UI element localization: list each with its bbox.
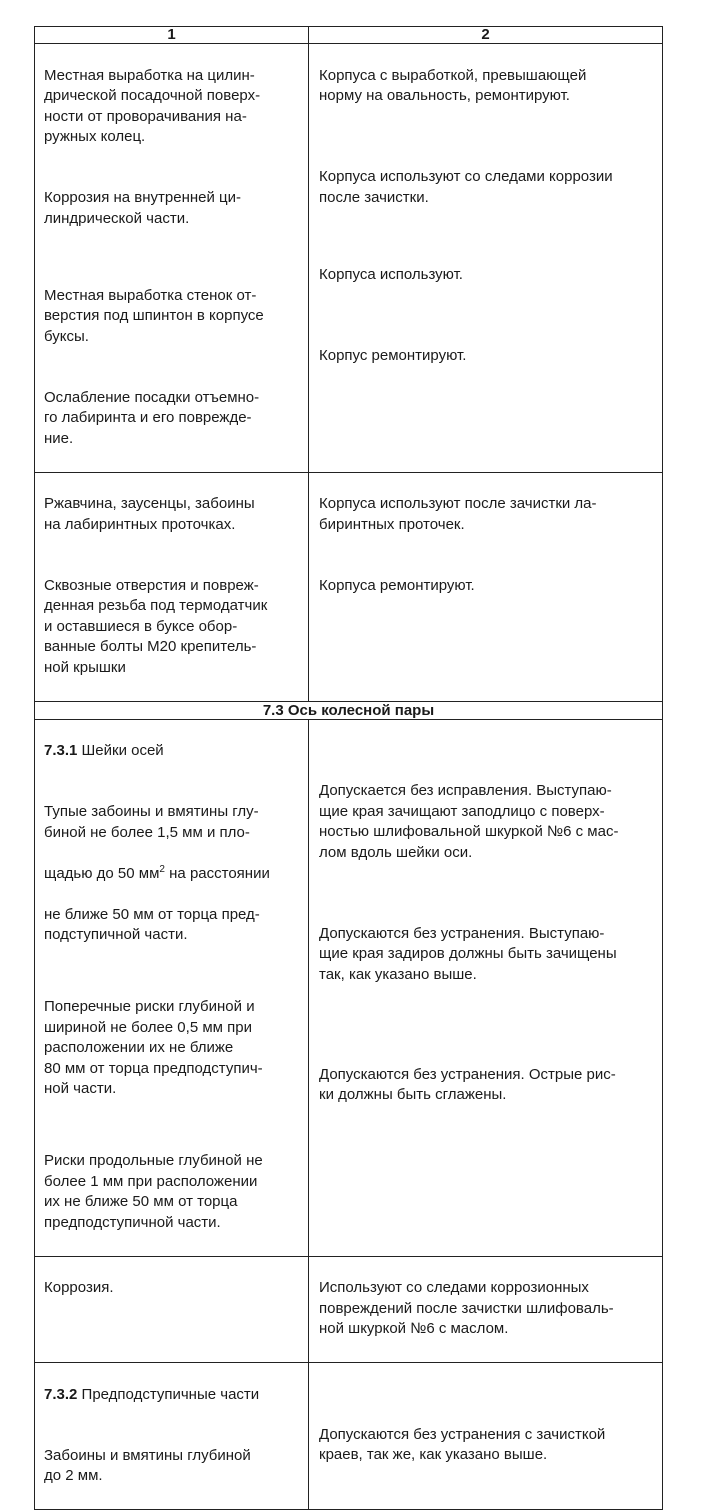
action-text: Корпуса ремонтируют.: [319, 576, 475, 594]
defect-text: Поперечные риски глубиной и шириной не более 0,5 мм при расположении их не ближе 80 мм от торца предподступич- ной части.: [44, 998, 263, 1097]
action-text: Допускаются без устранения. Выступаю- щие края задиров должны быть зачищены так, как указано выше.: [319, 924, 617, 983]
defect-text: на расстоянии: [164, 864, 270, 882]
corrosion-right: [309, 1256, 663, 1363]
subsection-number: 7.3.1: [44, 742, 78, 759]
sub2-left: [35, 1363, 309, 1510]
table-row: [35, 1256, 663, 1363]
subsection-title: Предподступичные части: [81, 1385, 260, 1403]
subsection-number: 7.3.2: [44, 1385, 78, 1403]
table-row: [35, 472, 663, 701]
superscript: 2: [159, 863, 165, 875]
section-title: 7.3 Ось колесной пары: [35, 701, 663, 719]
column-header-2: 2: [309, 27, 663, 44]
sub1-left: [35, 719, 309, 1256]
action-text: Допускаются без устранения. Острые рис- ки должны быть сглажены.: [319, 1065, 616, 1103]
defect-text: Ржавчина, заусенцы, забоины на лабиринтных проточках.: [44, 495, 255, 533]
header-row: [35, 27, 663, 44]
table-row: [35, 44, 663, 473]
action-text: Используют со следами коррозионных повреждений после зачистки шлифоваль- ной шкуркой №6 с маслом.: [319, 1279, 614, 1337]
row-1-right: [309, 44, 663, 473]
defects-table: [34, 26, 663, 1510]
subsection-heading: [44, 1385, 300, 1406]
corrosion-left: [35, 1256, 309, 1363]
action-text: Корпус ремонтируют.: [319, 346, 467, 364]
defect-text: Местная выработка стенок от- верстия под шпинтон в корпусе буксы.: [44, 286, 264, 345]
table-row: [35, 719, 663, 1256]
subsection-heading: [44, 741, 300, 762]
action-text: Корпуса используют со следами коррозии после зачистки.: [319, 168, 613, 206]
subsection-title: Шейки осей: [81, 742, 164, 759]
section-row: [35, 701, 663, 719]
defect-text: Коррозия на внутренней ци- линдрической части.: [44, 189, 242, 227]
action-text: Корпуса с выработкой, превышающей норму на овальность, ремонтируют.: [319, 66, 587, 104]
defect-text: Риски продольные глубиной не более 1 мм при расположении их не ближе 50 мм от торца предподступичной части.: [44, 1152, 263, 1231]
row-1-left: [35, 44, 309, 473]
sub2-right: [309, 1363, 663, 1510]
action-text: Корпуса используют после зачистки ла- биринтных проточек.: [319, 495, 597, 533]
column-header-1: 1: [35, 27, 309, 44]
table-row: [35, 1363, 663, 1510]
defect-text: Коррозия.: [44, 1279, 114, 1296]
defect-text: щадью до 50 мм: [44, 864, 160, 882]
action-text: Корпуса используют.: [319, 265, 463, 283]
defect-text: не ближе 50 мм от торца пред- подступичной части.: [44, 905, 260, 943]
defect-text: Ослабление посадки отъемно- го лабиринта и его поврежде- ние.: [44, 388, 260, 447]
defect-text: Забоины и вмятины глубиной до 2 мм.: [44, 1446, 251, 1484]
defect-text: Сквозные отверстия и повреж- денная резьба под термодатчик и оставшиеся в буксе обор- ванные болты М20 крепитель- ной крышки: [44, 576, 268, 676]
action-text: Допускаются без устранения с зачисткой краев, так же, как указано выше.: [319, 1425, 606, 1463]
defect-text: Местная выработка на цилин- дрической посадочной поверх- ности от проворачивания на- ружных колец.: [44, 66, 261, 145]
defect-text-area: [44, 864, 300, 885]
row-2-right: [309, 472, 663, 701]
row-2-left: [35, 472, 309, 701]
sub1-right: [309, 719, 663, 1256]
action-text: Допускается без исправления. Выступаю- щие края зачищают заподлицо с поверх- ностью шлифовальной шкуркой №6 с мас- лом вдоль шейки оси.: [319, 782, 619, 861]
defect-text: Тупые забоины и вмятины глу- биной не более 1,5 мм и пло-: [44, 803, 259, 841]
